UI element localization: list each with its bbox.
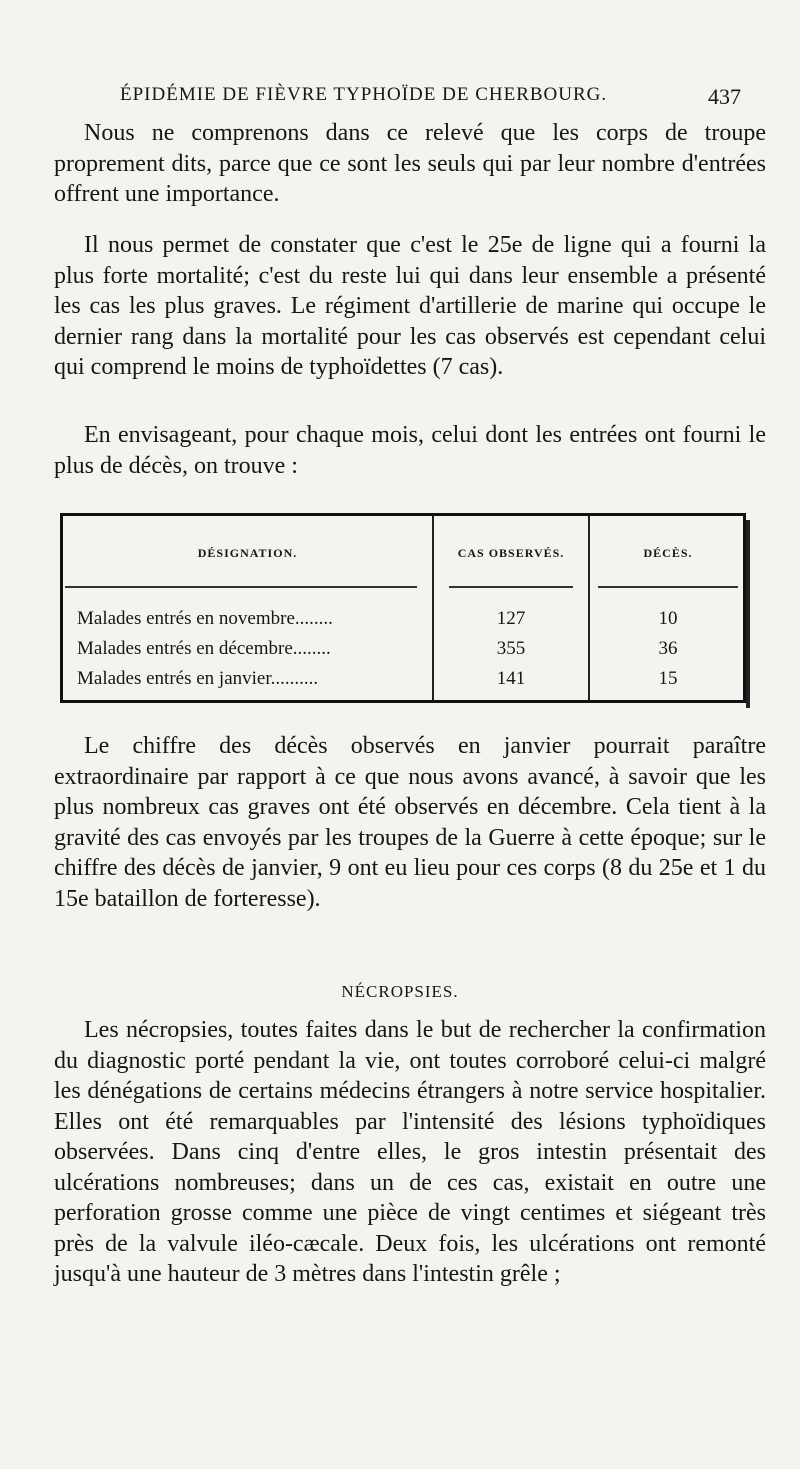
deces-value: 15 [658, 668, 678, 689]
header-rule [65, 586, 417, 588]
header-cas-observes: CAS OBSERVÉS. [457, 546, 565, 560]
paragraph-2: Il nous permet de constater que c'est le 25e de ligne qui a fourni la plus forte mortalité; c'est du reste lui qui dans leur ensemble a présenté les cas les plus graves. Le régiment d'artillerie de marine qui occupe le dernier rang dans la mortalité pour les cas observés est cependant celui qui comprend le moins de typhoïdettes (7 cas). [54, 232, 766, 380]
paragraph-3: En envisageant, pour chaque mois, celui dont les entrées ont fourni le plus de décès, on trouve : [54, 422, 766, 479]
running-title: ÉPIDÉMIE DE FIÈVRE TYPHOÏDE DE CHERBOURG. [120, 84, 608, 105]
header-designation: DÉSIGNATION. [197, 546, 298, 560]
header-rule [449, 586, 573, 588]
deces-value: 10 [658, 608, 678, 629]
table-row [63, 638, 749, 664]
paragraph-1: Nous ne comprenons dans ce relevé que les corps de troupe proprement dits, parce que ce sont les seuls qui par leur nombre d'entrées offrent une importance. [54, 120, 766, 207]
header-deces: DÉCÈS. [643, 546, 693, 560]
page-number: 437 [708, 84, 741, 109]
deaths-table [60, 513, 746, 703]
table-row [63, 608, 749, 634]
header-rule [598, 586, 738, 588]
cas-observes-value: 127 [496, 608, 526, 629]
paragraph-5: Les nécropsies, toutes faites dans le but de rechercher la confirmation du diagnostic porté pendant la vie, ont toutes corroboré celui-ci malgré les dénégations de certains médecins étrangers à notre service hospitalier. Elles ont été remarquables par l'intensité des lésions typhoïdiques observées. Dans cinq d'entre elles, le gros intestin présentait des ulcérations nombreuses; dans un de ces cas, existait en outre une perforation grosse comme une pièce de vingt centimes et siégeant très près de la valvule iléo-cæcale. Deux fois, les ulcérations ont remonté jusqu'à une hauteur de 3 mètres dans l'intestin grêle ; [54, 1017, 766, 1287]
cas-observes-value: 355 [496, 638, 526, 659]
row-label: Malades entrés en novembre........ [77, 608, 333, 629]
deces-value: 36 [658, 638, 678, 659]
section-title: NÉCROPSIES. [341, 982, 459, 1001]
paragraph-4: Le chiffre des décès observés en janvier pourrait paraître extraordinaire par rapport à ce que nous avons avancé, à savoir que les plus nombreux cas graves ont été observés en décembre. Cela tient à la gravité des cas envoyés par les troupes de la Guerre à cette époque; sur le chiffre des décès de janvier, 9 ont eu lieu pour ces corps (8 du 25e et 1 du 15e bataillon de forteresse). [54, 733, 766, 912]
row-label: Malades entrés en janvier.......... [77, 668, 319, 689]
cas-observes-value: 141 [496, 668, 526, 689]
row-label: Malades entrés en décembre........ [77, 638, 331, 659]
table-row [63, 668, 749, 694]
